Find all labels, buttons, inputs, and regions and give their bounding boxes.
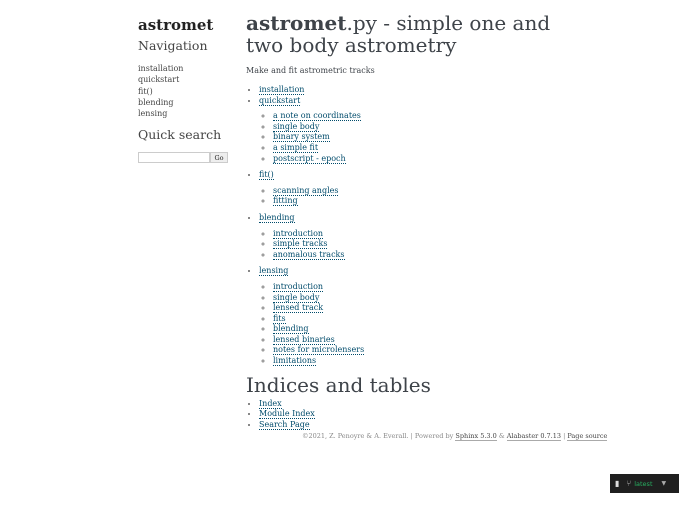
copyright-text: ©2021, Z. Penoyre & A. Everall. | Powered by <box>302 432 456 440</box>
toc-sublink[interactable]: fitting <box>273 196 298 206</box>
toc-sublink[interactable]: notes for microlensers <box>273 345 365 355</box>
search-page-link[interactable]: Search Page <box>259 419 310 429</box>
toc-sublink[interactable]: simple tracks <box>273 239 328 249</box>
toc-sublink[interactable]: single body <box>273 292 320 302</box>
toc-sublink[interactable]: a note on coordinates <box>273 111 361 121</box>
toc-sublink[interactable]: introduction <box>273 281 324 291</box>
toc-link-blending[interactable]: blending <box>259 212 295 222</box>
toc-item <box>259 96 566 165</box>
index-link[interactable]: Index <box>259 398 282 408</box>
sidebar-item-fit[interactable]: fit() <box>138 86 153 96</box>
toc-sublink[interactable]: postscript - epoch <box>273 153 346 163</box>
sidebar-item-installation[interactable]: installation <box>138 64 184 73</box>
search-form <box>138 152 238 163</box>
sidebar-item-blending[interactable]: blending <box>138 97 174 107</box>
search-go-button[interactable]: Go <box>210 152 228 163</box>
toc-list <box>246 85 566 367</box>
module-index-link[interactable]: Module Index <box>259 409 315 419</box>
main-content <box>246 12 566 430</box>
toc-sublink[interactable]: lensed binaries <box>273 334 335 344</box>
alabaster-link[interactable]: Alabaster 0.7.13 <box>506 432 562 440</box>
toc-sublink[interactable]: anomalous tracks <box>273 249 345 259</box>
toc-item <box>259 85 566 96</box>
toc-sublink[interactable]: scanning angles <box>273 185 339 195</box>
toc-sublink[interactable]: binary system <box>273 132 330 142</box>
sidebar-item-quickstart[interactable]: quickstart <box>138 75 180 85</box>
indices-heading: Indices and tables <box>246 372 431 397</box>
quick-search-heading: Quick search <box>138 127 222 143</box>
sphinx-link[interactable]: Sphinx 5.3.0 <box>455 432 497 440</box>
toc-sublist <box>259 229 566 261</box>
toc-sublist <box>259 282 566 367</box>
toc-item <box>259 266 566 366</box>
toc-link-fit[interactable]: fit() <box>259 170 274 180</box>
toc-item <box>259 213 566 260</box>
page-title <box>246 12 566 56</box>
toc-sublist <box>259 111 566 164</box>
toc-sublink[interactable]: limitations <box>273 356 317 366</box>
toc-sublist <box>259 186 566 207</box>
toc-link-lensing[interactable]: lensing <box>259 266 289 276</box>
indices-list <box>246 399 566 431</box>
toc-sublink[interactable]: introduction <box>273 228 324 238</box>
sidebar-item-lensing[interactable]: lensing <box>138 109 168 119</box>
book-icon: ▮ <box>615 479 620 488</box>
title-rest: .py - simple one and two body astrometry <box>246 11 551 57</box>
footer-amp: & <box>496 432 507 440</box>
navigation-list <box>138 63 238 119</box>
footer-sep: | <box>561 432 568 440</box>
navigation-heading: Navigation <box>138 38 208 53</box>
tagline: Make and fit astrometric tracks <box>246 66 375 75</box>
toc-sublink[interactable]: a simple fit <box>273 142 319 152</box>
caret-down-icon[interactable]: ▼ <box>661 480 667 487</box>
sidebar <box>138 16 238 163</box>
toc-sublink[interactable]: blending <box>273 324 309 334</box>
toc-sublink[interactable]: single body <box>273 121 320 131</box>
readthedocs-flyout[interactable] <box>610 474 679 493</box>
version-label[interactable]: latest <box>634 479 653 488</box>
page-source-link[interactable]: Page source <box>567 432 608 440</box>
toc-item <box>259 170 566 207</box>
toc-link-installation[interactable]: installation <box>259 85 305 94</box>
git-branch-icon: ⑂ <box>626 479 632 488</box>
title-bold: astromet <box>246 11 347 35</box>
search-input[interactable] <box>138 152 210 163</box>
toc-link-quickstart[interactable]: quickstart <box>259 95 301 105</box>
toc-sublink[interactable]: fits <box>273 313 286 323</box>
footer <box>302 432 607 440</box>
toc-sublink[interactable]: lensed track <box>273 303 324 313</box>
logo[interactable]: astromet <box>138 16 214 34</box>
